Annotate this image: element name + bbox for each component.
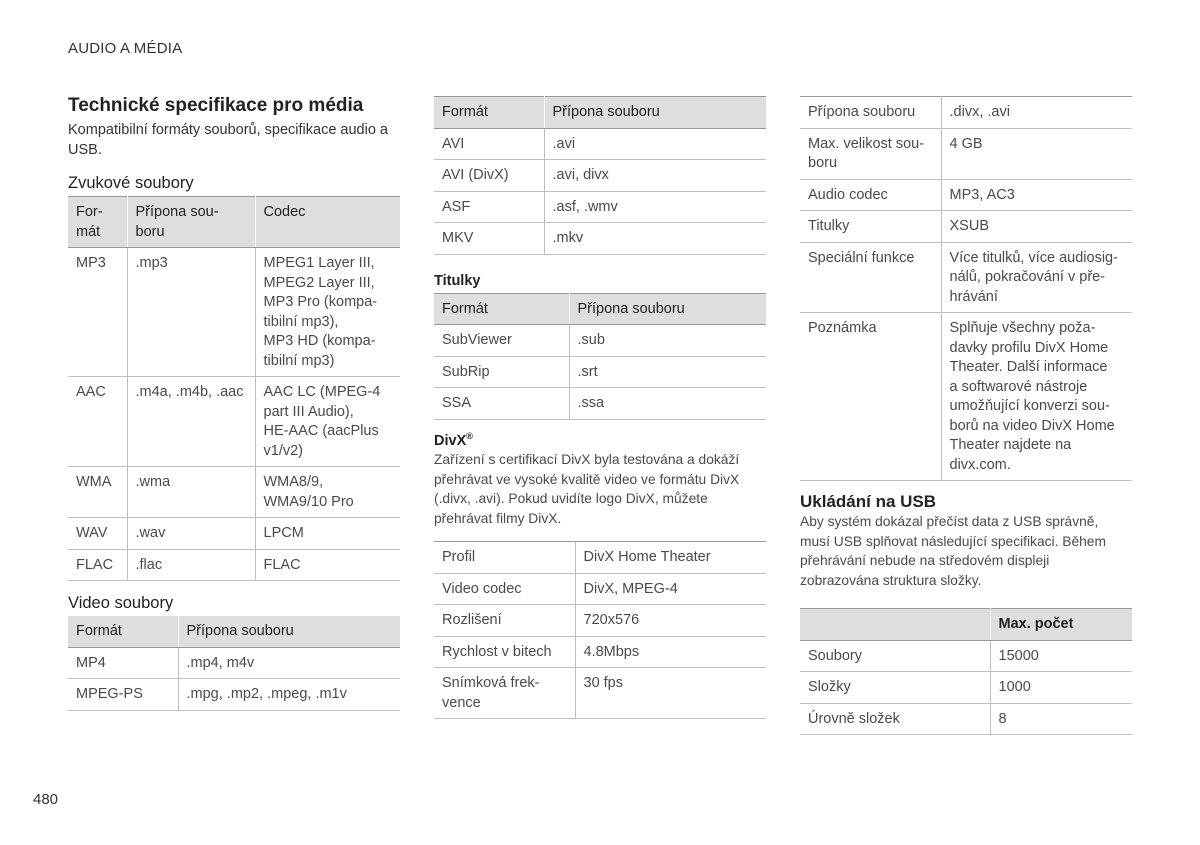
divx-specs-table xyxy=(434,541,766,719)
table-row xyxy=(434,128,766,160)
table-cell: 15000 xyxy=(990,640,1132,672)
table-cell: .wav xyxy=(127,518,255,550)
table-row xyxy=(434,573,766,605)
column-header: Přípona souboru xyxy=(544,97,766,129)
row-label-cell: WAV xyxy=(68,518,127,550)
table-cell: .mpg, .mp2, .mpeg, .m1v xyxy=(178,679,400,711)
table-cell: DivX, MPEG-4 xyxy=(575,573,766,605)
table-cell: 4.8Mbps xyxy=(575,636,766,668)
table-header-row xyxy=(434,97,766,129)
table-cell: DivX Home Theater xyxy=(575,542,766,574)
table-row xyxy=(434,388,766,420)
table-header-row xyxy=(68,616,400,647)
column-header: Formát xyxy=(434,97,544,129)
table-header-row xyxy=(68,197,400,248)
row-label-cell: AVI (DivX) xyxy=(434,160,544,192)
row-label-cell: Max. velikost sou- boru xyxy=(800,128,941,179)
table-row xyxy=(68,467,400,518)
video-files-heading: Video soubory xyxy=(68,594,174,612)
table-row xyxy=(800,242,1132,313)
table-row xyxy=(68,679,400,711)
table-cell: .flac xyxy=(127,549,255,581)
divx-heading-text: DivX xyxy=(434,432,467,449)
table-cell: .sub xyxy=(569,325,766,357)
column-header xyxy=(800,609,990,641)
usb-limits-table xyxy=(800,608,1132,735)
column-header: For- mát xyxy=(68,197,127,248)
column-header: Formát xyxy=(434,293,569,325)
divx-specs-table-cont xyxy=(800,96,1132,481)
row-label-cell: Audio codec xyxy=(800,179,941,211)
row-label-cell: Speciální funkce xyxy=(800,242,941,313)
table-row xyxy=(434,542,766,574)
table-cell: Více titulků, více audiosig- nálů, pokračování v pře- hrávání xyxy=(941,242,1132,313)
table-cell: .srt xyxy=(569,356,766,388)
column-header: Codec xyxy=(255,197,400,248)
usb-storage-heading: Ukládání na USB xyxy=(800,492,937,511)
table-header-row xyxy=(800,609,1132,641)
column-1 xyxy=(68,94,400,711)
row-label-cell: Snímková frek- vence xyxy=(434,668,575,719)
table-cell: .mkv xyxy=(544,223,766,255)
table-row xyxy=(800,97,1132,129)
audio-files-heading: Zvukové soubory xyxy=(68,174,194,192)
table-row xyxy=(800,313,1132,481)
row-label-cell: SubRip xyxy=(434,356,569,388)
column-header: Formát xyxy=(68,616,178,647)
page-number: 480 xyxy=(33,791,59,808)
row-label-cell: ASF xyxy=(434,191,544,223)
table-row xyxy=(434,325,766,357)
table-cell: .asf, .wmv xyxy=(544,191,766,223)
table-cell: WMA8/9, WMA9/10 Pro xyxy=(255,467,400,518)
table-row xyxy=(68,377,400,467)
table-row xyxy=(800,179,1132,211)
row-label-cell: Rychlost v bitech xyxy=(434,636,575,668)
page-title: Technické specifikace pro média xyxy=(68,95,364,116)
table-cell: XSUB xyxy=(941,211,1132,243)
row-label-cell: Video codec xyxy=(434,573,575,605)
table-row xyxy=(800,640,1132,672)
table-row xyxy=(800,703,1132,735)
table-header-row xyxy=(434,293,766,325)
table-cell: MPEG1 Layer III, MPEG2 Layer III, MP3 Pro (kompa- tibilní mp3), MP3 HD (kompa- tibilní mp3) xyxy=(255,248,400,377)
table-cell: .ssa xyxy=(569,388,766,420)
row-label-cell: Úrovně složek xyxy=(800,703,990,735)
table-row xyxy=(68,549,400,581)
table-row xyxy=(800,672,1132,704)
row-label-cell: SubViewer xyxy=(434,325,569,357)
table-cell: 4 GB xyxy=(941,128,1132,179)
table-cell: .avi, divx xyxy=(544,160,766,192)
row-label-cell: MPEG-PS xyxy=(68,679,178,711)
table-row xyxy=(434,668,766,719)
intro-text: Kompatibilní formáty souborů, specifikace audio a USB. xyxy=(68,122,388,158)
column-3 xyxy=(800,96,1132,735)
row-label-cell: Přípona souboru xyxy=(800,97,941,129)
table-cell: AAC LC (MPEG-4 part III Audio), HE-AAC (aacPlus v1/v2) xyxy=(255,377,400,467)
table-row xyxy=(434,160,766,192)
table-row xyxy=(68,647,400,679)
row-label-cell: Titulky xyxy=(800,211,941,243)
table-cell: 1000 xyxy=(990,672,1132,704)
row-label-cell: Složky xyxy=(800,672,990,704)
table-cell: .avi xyxy=(544,128,766,160)
column-header: Přípona souboru xyxy=(569,293,766,325)
row-label-cell: SSA xyxy=(434,388,569,420)
table-cell: 30 fps xyxy=(575,668,766,719)
row-label-cell: WMA xyxy=(68,467,127,518)
row-label-cell: Poznámka xyxy=(800,313,941,481)
audio-formats-table xyxy=(68,196,400,581)
table-row xyxy=(800,128,1132,179)
video-formats-table-cont xyxy=(434,96,766,255)
table-row xyxy=(434,636,766,668)
subtitles-heading: Titulky xyxy=(434,272,481,289)
row-label-cell: Profil xyxy=(434,542,575,574)
table-row xyxy=(800,211,1132,243)
row-label-cell: AAC xyxy=(68,377,127,467)
row-label-cell: MP3 xyxy=(68,248,127,377)
row-label-cell: AVI xyxy=(434,128,544,160)
registered-mark: ® xyxy=(466,430,473,441)
table-cell: MP3, AC3 xyxy=(941,179,1132,211)
table-cell: .divx, .avi xyxy=(941,97,1132,129)
usb-description: Aby systém dokázal přečíst data z USB správně, musí USB splňovat následující specifikaci. Během přehrávání nebude na středovém displeji zobrazována struktura složky. xyxy=(800,514,1106,588)
table-row xyxy=(68,518,400,550)
divx-description: Zařízení s certifikací DivX byla testována a dokáží přehrávat ve vysoké kvalitě video ve formátu DivX (.divx, .avi). Pokud uvidíte logo DivX, můžete přehrávat filmy DivX. xyxy=(434,452,740,526)
table-cell: .mp3 xyxy=(127,248,255,377)
column-header: Přípona souboru xyxy=(178,616,400,647)
subtitles-table xyxy=(434,293,766,420)
table-row xyxy=(434,191,766,223)
row-label-cell: MKV xyxy=(434,223,544,255)
video-formats-table xyxy=(68,616,400,711)
table-cell: 720x576 xyxy=(575,605,766,637)
column-header: Přípona sou- boru xyxy=(127,197,255,248)
row-label-cell: Soubory xyxy=(800,640,990,672)
column-2 xyxy=(434,96,766,719)
table-cell: .wma xyxy=(127,467,255,518)
table-cell: LPCM xyxy=(255,518,400,550)
table-cell: FLAC xyxy=(255,549,400,581)
table-cell: Splňuje všechny poža- davky profilu DivX Home Theater. Další informace a softwarové nástroje umožňující konverzi sou- borů na video DivX Home Theater najdete na divx.com. xyxy=(941,313,1132,481)
table-cell: .m4a, .m4b, .aac xyxy=(127,377,255,467)
table-row xyxy=(68,248,400,377)
table-cell: .mp4, m4v xyxy=(178,647,400,679)
row-label-cell: MP4 xyxy=(68,647,178,679)
table-cell: 8 xyxy=(990,703,1132,735)
row-label-cell: FLAC xyxy=(68,549,127,581)
row-label-cell: Rozlišení xyxy=(434,605,575,637)
table-row xyxy=(434,605,766,637)
section-header: AUDIO A MÉDIA xyxy=(68,40,183,57)
table-row xyxy=(434,356,766,388)
table-row xyxy=(434,223,766,255)
column-header: Max. počet xyxy=(990,609,1132,641)
divx-heading xyxy=(434,426,766,451)
